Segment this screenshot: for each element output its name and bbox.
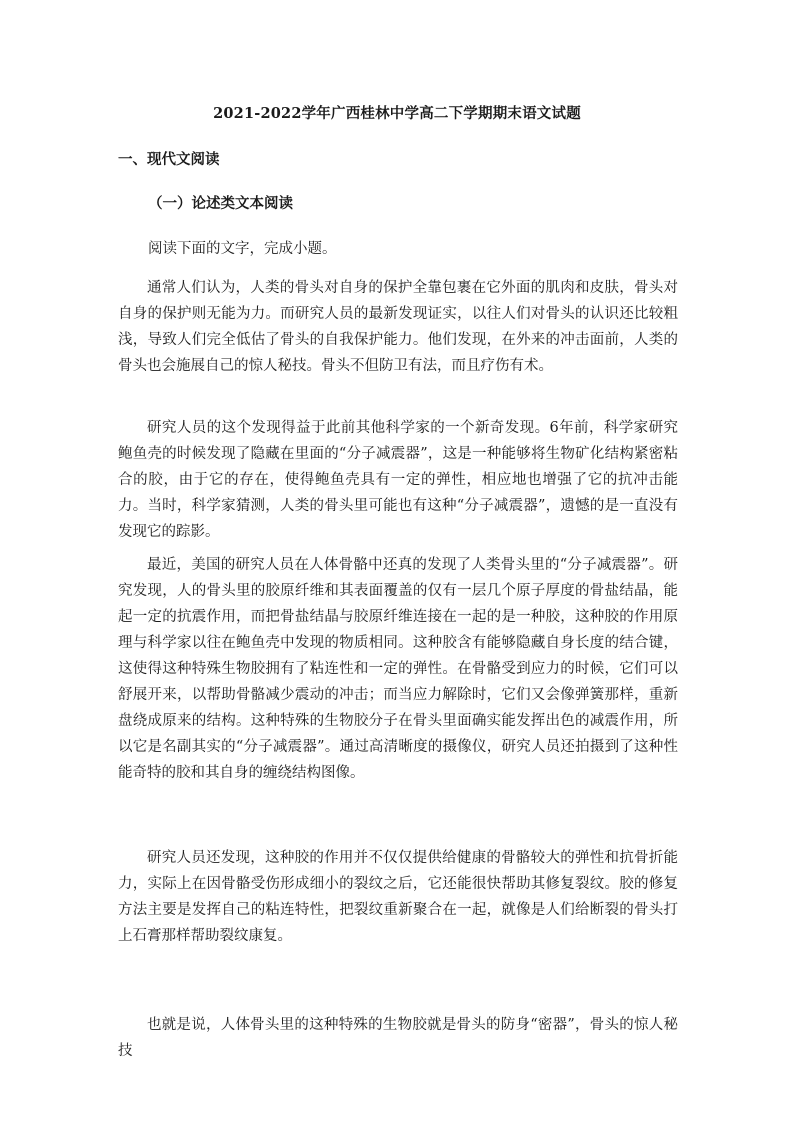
sub-heading: （一）论述类文本阅读: [148, 195, 293, 212]
document-title: 2021-2022学年广西桂林中学高二下学期期末语文试题: [213, 105, 581, 122]
paragraph-2: 研究人员的这个发现得益于此前其他科学家的一个新奇发现。6年前，科学家研究鲍鱼壳的时候发现了隐藏在里面的“分子减震器”，这是一种能够将生物矿化结构紧密粘合的胶，由于它的存在，使得鲍鱼壳具有一定的弹性，相应地也增强了它的抗冲击能力。当时，科学家猜测，人类的骨头里可能也有这种“分子减震器”，遗憾的是一直没有发现它的踪影。: [118, 420, 678, 540]
paragraph-4: 研究人员还发现，这种胶的作用并不仅仅提供给健康的骨骼较大的弹性和抗骨折能力，实际上在因骨骼受伤形成细小的裂纹之后，它还能很快帮助其修复裂纹。胶的修复方法主要是发挥自己的粘连特性，把裂纹重新聚合在一起，就像是人们给断裂的骨头打上石膏那样帮助裂纹康复。: [118, 850, 678, 944]
section-heading: 一、现代文阅读: [118, 151, 220, 168]
reading-instruction: 阅读下面的文字，完成小题。: [148, 241, 337, 257]
paragraph-1: 通常人们认为，人类的骨头对自身的保护全靠包裹在它外面的肌肉和皮肤，骨头对自身的保护则无能为力。而研究人员的最新发现证实，以往人们对骨头的认识还比较粗浅，导致人们完全低估了骨头的自我保护能力。他们发现，在外来的冲击面前，人类的骨头也会施展自己的惊人秘技。骨头不但防卫有法，而且疗伤有术。: [118, 280, 678, 374]
paragraph-5: 也就是说，人体骨头里的这种特殊的生物胶就是骨头的防身“密器”，骨头的惊人秘技: [118, 1017, 678, 1059]
paragraph-3: 最近，美国的研究人员在人体骨骼中还真的发现了人类骨头里的“分子减震器”。研究发现，人的骨头里的胶原纤维和其表面覆盖的仅有一层几个原子厚度的骨盐结晶，能起一定的抗震作用，而把骨盐结晶与胶原纤维连接在一起的是一种胶，这种胶的作用原理与科学家以往在鲍鱼壳中发现的物质相同。这种胶含有能够隐藏自身长度的结合键，这使得这种特殊生物胶拥有了粘连性和一定的弹性。在骨骼受到应力的时候，它们可以舒展开来，以帮助骨骼减少震动的冲击；而当应力解除时，它们又会像弹簧那样，重新盘绕成原来的结构。这种特殊的生物胶分子在骨头里面确实能发挥出色的减震作用，所以它是名副其实的“分子减震器”。通过高清晰度的摄像仪，研究人员还拍摄到了这种性能奇特的胶和其自身的缠绕结构图像。: [118, 557, 678, 781]
